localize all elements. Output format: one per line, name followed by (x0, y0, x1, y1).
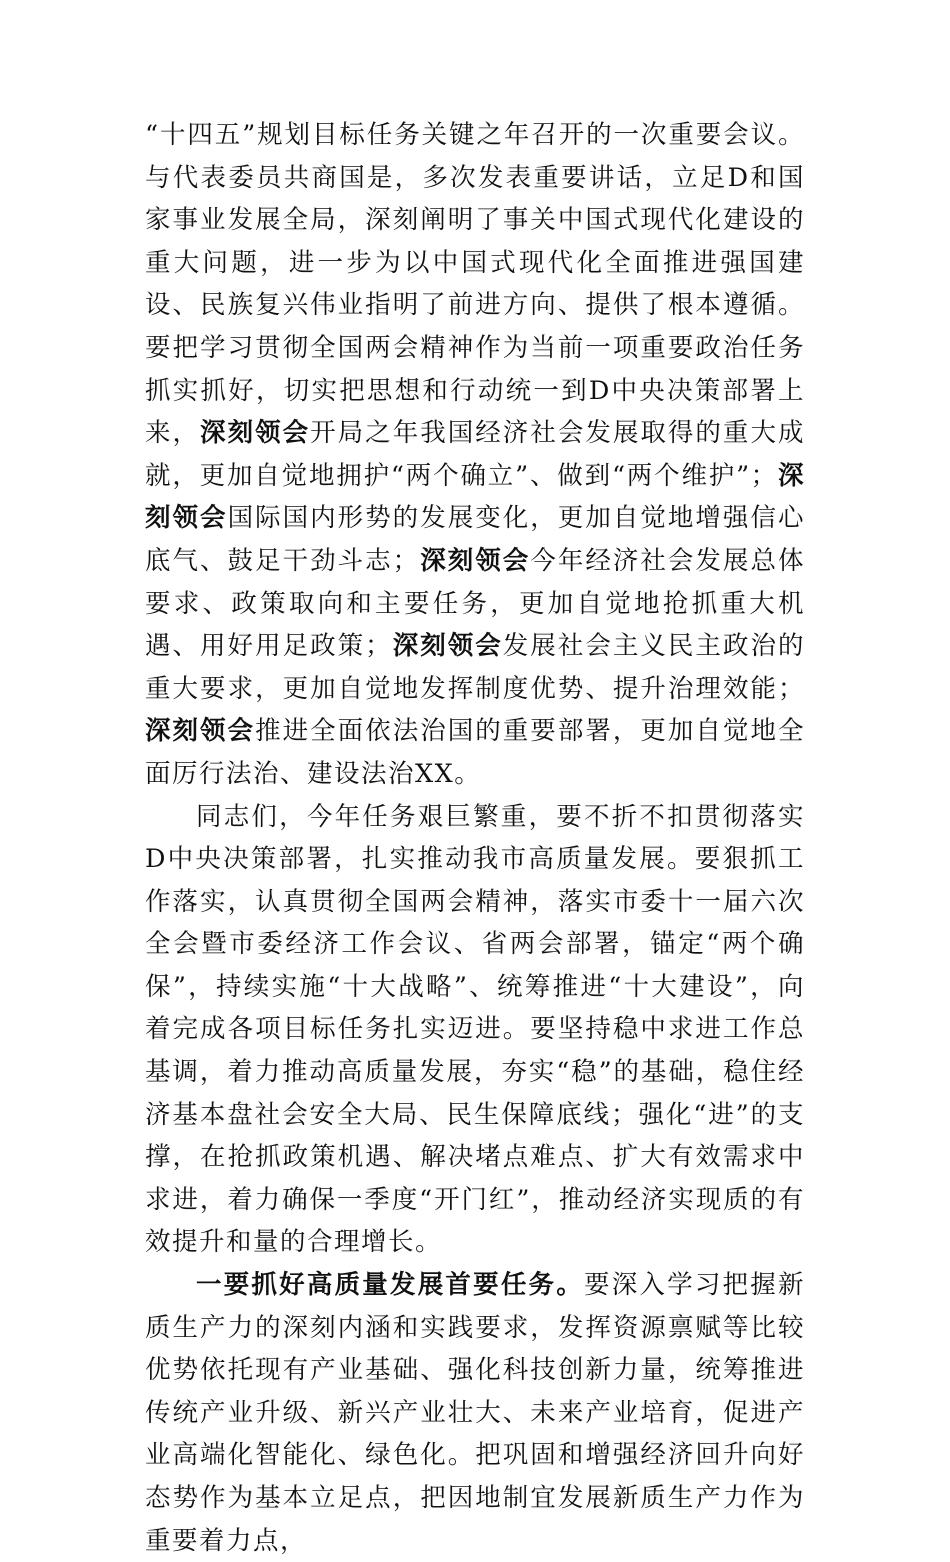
paragraph-3 (145, 1264, 805, 1562)
text-run: 推进全面依法治国的重要部署，更加自觉地全面厉行法治、建设法治XX。 (145, 716, 805, 789)
text-run: 国际国内形势的发展变化，更加自觉地增强信心底气、鼓足干劲斗志； (145, 503, 805, 576)
text-run: “十四五”规划目标任务关键之年召开的一次重要会议。与代表委员共商国是，多次发表重要讲话，立足D和国家事业发展全局，深刻阐明了事关中国式现代化建设的重大问题，进一步为以中国式现代化全面推进强国建设、民族复兴伟业指明了前进方向、提供了根本遵循。要把学习贯彻全国两会精神作为当前一项重要政治任务抓实抓好，切实把思想和行动统一到D中央决策部署上来， (145, 120, 805, 449)
bold-text-run: 深刻领会 (145, 716, 256, 747)
bold-text-run: 深刻领会 (200, 418, 311, 449)
text-run: 发展社会主义民主政治的重大要求，更加自觉地发挥制度优势、提升治理效能； (145, 631, 805, 704)
text-run: 今年经济社会发展总体要求、政策取向和主要任务，更加自觉地抢抓重大机遇、用好用足政策； (145, 545, 805, 662)
text-run: 同志们，今年任务艰巨繁重，要不折不扣贯彻落实D中央决策部署，扎实推动我市高质量发展。要狠抓工作落实，认真贯彻全国两会精神，落实市委十一届六次全会暨市委经济工作会议、省两会部署，锚定“两个确保”，持续实施“十大战略”、统筹推进“十大建设”，向着完成各项目标任务扎实迈进。要坚持稳中求进工作总基调，着力推动高质量发展，夯实“稳”的基础，稳住经济基本盘社会安全大局、民生保障底线；强化“进”的支撑，在抢抓政策机遇、解决堵点难点、扩大有效需求中求进，着力确保一季度“开门红”，推动经济实现质的有效提升和量的合理增长。 (145, 801, 805, 1258)
bold-text-run: 一要抓好高质量发展首要任务。 (196, 1270, 584, 1301)
bold-text-run: 深刻领会 (419, 545, 531, 576)
bold-text-run: 深刻领会 (392, 631, 503, 662)
paragraph-1 (145, 114, 805, 796)
text-run: 要深入学习把握新质生产力的深刻内涵和实践要求，发挥资源禀赋等比较优势依托现有产业基础、强化科技创新力量，统筹推进传统产业升级、新兴产业壮大、未来产业培育，促进产业高端化智能化、绿色化。把巩固和增强经济回升向好态势作为基本立足点，把因地制宜发展新质生产力作为重要着力点， (145, 1270, 805, 1556)
text-run: 开局之年我国经济社会发展取得的重大成就，更加自觉地拥护“两个确立”、做到“两个维护”； (145, 418, 805, 491)
bold-text-run: 深刻领会 (145, 460, 805, 534)
document-page (145, 114, 805, 1562)
paragraph-2 (145, 796, 805, 1265)
